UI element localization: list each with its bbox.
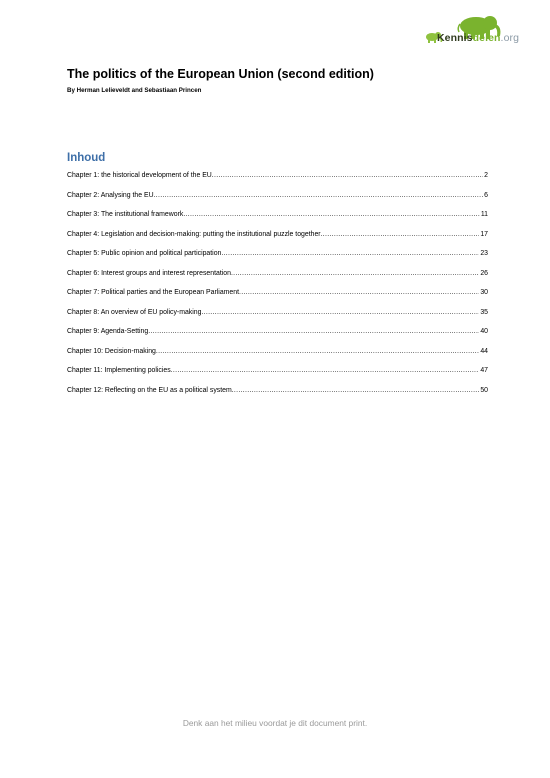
toc-entry-label[interactable]: Chapter 5: Public opinion and political participation (67, 250, 222, 257)
toc-entry-page[interactable]: 23 (480, 250, 488, 257)
footer-note: Denk aan het milieu voordat je dit document print. (182, 718, 368, 728)
document-byline: By Herman Lelieveldt and Sebastiaan Princen (67, 87, 202, 94)
kennisdelen-logo (424, 14, 534, 52)
logo-text-suffix: .org (500, 32, 520, 44)
toc-entry[interactable] (67, 283, 488, 303)
toc-leader-dots (201, 303, 479, 323)
toc-entry-label[interactable]: Chapter 8: An overview of EU policy-making (67, 308, 202, 316)
toc-leader-dots (148, 322, 479, 342)
logo-wordmark (437, 32, 519, 44)
toc-entry-page[interactable]: 30 (480, 289, 488, 296)
toc-leader-dots (231, 264, 479, 284)
toc-entry-label[interactable]: Chapter 11: Implementing policies (67, 367, 171, 374)
toc-leader-dots (221, 244, 479, 264)
logo-text-main: delen (472, 32, 501, 44)
toc-entry[interactable] (67, 361, 488, 381)
toc-entry-label[interactable]: Chapter 7: Political parties and the European Parliament (67, 289, 239, 296)
toc-entry-page[interactable]: 2 (484, 172, 488, 179)
toc-entry-page[interactable]: 11 (480, 211, 488, 218)
toc-heading: Inhoud (67, 152, 106, 164)
toc-entry-label[interactable]: Chapter 6: Interest groups and interest representation (67, 269, 231, 277)
toc-leader-dots (171, 361, 480, 381)
toc-entry-page[interactable]: 17 (480, 230, 488, 238)
toc-entry-page[interactable]: 44 (480, 347, 488, 355)
toc-leader-dots (183, 205, 480, 225)
toc-entry-label[interactable]: Chapter 10: Decision-making (67, 347, 156, 355)
toc-entry-page[interactable]: 35 (480, 308, 488, 316)
toc-entry-page[interactable]: 26 (480, 269, 488, 277)
toc-entry[interactable] (67, 205, 488, 225)
toc-entry[interactable] (67, 303, 488, 323)
toc-leader-dots (154, 186, 484, 206)
toc-entry-label[interactable]: Chapter 12: Reflecting on the EU as a political system (67, 386, 232, 394)
toc-entry-label[interactable]: Chapter 4: Legislation and decision-making: putting the institutional puzzle together (67, 230, 321, 238)
toc-entry[interactable] (67, 264, 488, 284)
toc-entry-page[interactable]: 47 (480, 367, 488, 374)
toc-leader-dots (212, 166, 483, 186)
toc-leader-dots (156, 342, 479, 362)
document-title: The politics of the European Union (second edition) (67, 67, 374, 81)
toc-entry-page[interactable]: 50 (480, 386, 488, 394)
logo-text-prefix: Kennis (437, 32, 473, 44)
toc-entry[interactable] (67, 186, 488, 206)
toc-entry-page[interactable]: 6 (484, 191, 488, 199)
toc-entry-label[interactable]: Chapter 3: The institutional framework (67, 211, 184, 218)
toc-entry[interactable] (67, 225, 488, 245)
toc-entry-label[interactable]: Chapter 1: the historical development of the EU (67, 172, 212, 179)
toc-leader-dots (239, 283, 479, 303)
toc-entry[interactable] (67, 166, 488, 186)
toc-leader-dots (321, 225, 480, 245)
toc-entry-label[interactable]: Chapter 9: Agenda-Setting (67, 328, 149, 335)
toc-entry-page[interactable]: 40 (480, 328, 488, 335)
toc-leader-dots (232, 381, 480, 401)
toc-entry[interactable] (67, 342, 488, 362)
toc-entry[interactable] (67, 322, 488, 342)
toc-entry[interactable] (67, 381, 488, 401)
toc-entry[interactable] (67, 244, 488, 264)
toc-entry-label[interactable]: Chapter 2: Analysing the EU (67, 191, 154, 199)
table-of-contents (67, 166, 488, 400)
